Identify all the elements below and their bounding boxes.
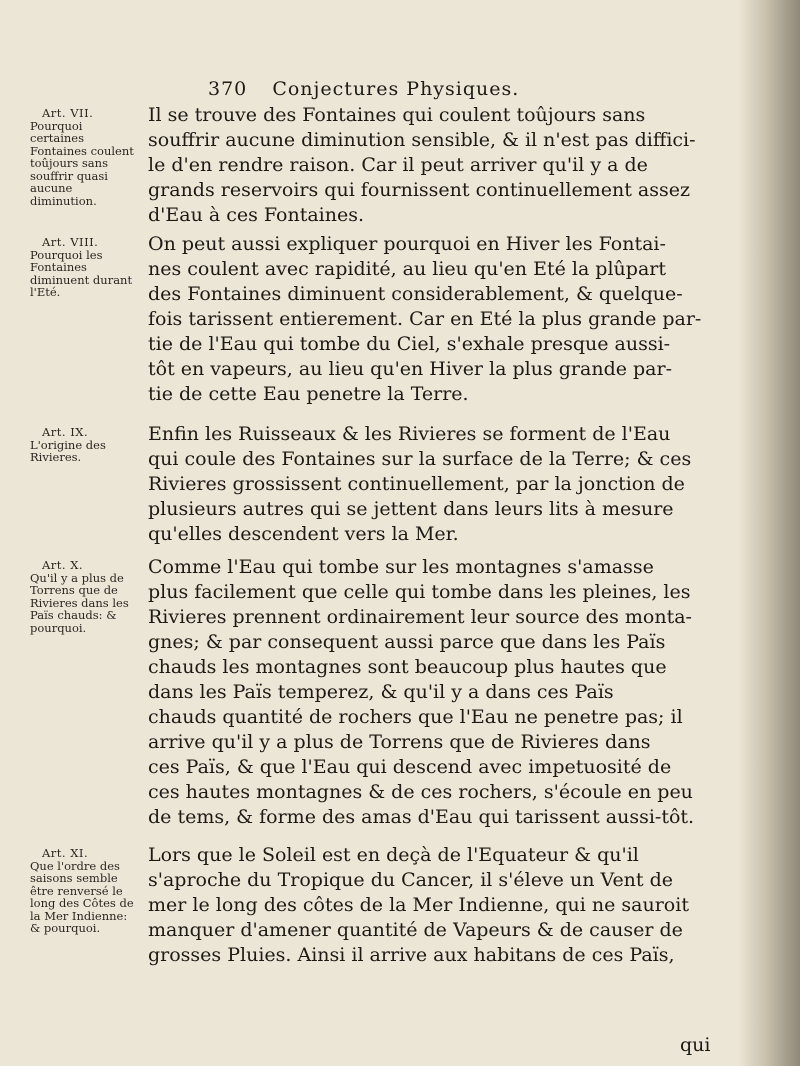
text-line: souffrir aucune diminution sensible, & il n'est pas diffici- xyxy=(148,129,696,151)
text-line: qui coule des Fontaines sur la surface de la Terre; & ces xyxy=(148,448,692,470)
margin-note xyxy=(30,426,138,464)
text-line: chauds les montagnes sont beaucoup plus hautes que xyxy=(148,656,667,678)
margin-note-text: Pourquoi les Fontaines diminuent durant l'Eté. xyxy=(30,247,133,299)
text-line: On peut aussi expliquer pourquoi en Hiver les Fontai- xyxy=(148,233,666,255)
margin-note xyxy=(30,107,138,207)
margin-note-text: Qu'il y a plus de Torrens que de Rivieres dans les Païs chauds: & pourquoi. xyxy=(30,570,129,635)
text-line: s'aproche du Tropique du Cancer, il s'éleve un Vent de xyxy=(148,869,674,891)
text-line: tôt en vapeurs, au lieu qu'en Hiver la plus grande par- xyxy=(148,358,673,380)
margin-note xyxy=(30,236,138,299)
article-label: Art. VII. xyxy=(42,106,94,120)
text-line: Rivieres grossissent continuellement, par la jonction de xyxy=(148,473,685,495)
text-line: manquer d'amener quantité de Vapeurs & de causer de xyxy=(148,919,683,941)
text-line: dans les Païs temperez, & qu'il y a dans ces Païs xyxy=(148,681,614,703)
text-line: mer le long des côtes de la Mer Indienne, qui ne sauroit xyxy=(148,894,689,916)
text-line: fois tarissent entierement. Car en Eté la plus grande par- xyxy=(148,308,702,330)
margin-note-text: L'origine des Rivieres. xyxy=(30,437,106,464)
margin-note xyxy=(30,847,138,935)
text-line: gnes; & par consequent aussi parce que dans les Païs xyxy=(148,631,666,653)
running-title: Conjectures Physiques. xyxy=(272,78,520,100)
text-line: ces hautes montagnes & de ces rochers, s'écoule en peu xyxy=(148,781,693,803)
article-label: Art. X. xyxy=(42,558,84,572)
text-line: plus facilement que celle qui tombe dans les pleines, les xyxy=(148,581,691,603)
margin-note xyxy=(30,559,138,634)
text-line: d'Eau à ces Fontaines. xyxy=(148,204,365,226)
article-label: Art. IX. xyxy=(42,425,89,439)
text-line: le d'en rendre raison. Car il peut arriver qu'il y a de xyxy=(148,154,648,176)
text-line: grands reservoirs qui fournissent continuellement assez xyxy=(148,179,690,201)
text-line: arrive qu'il y a plus de Torrens que de Rivieres dans xyxy=(148,731,651,753)
text-line: Rivieres prennent ordinairement leur source des monta- xyxy=(148,606,692,628)
article-label: Art. VIII. xyxy=(42,235,99,249)
text-line: grosses Pluies. Ainsi il arrive aux habitans de ces Païs, xyxy=(148,944,675,966)
catchword: qui xyxy=(680,1034,711,1056)
margin-note-text: Que l'ordre des saisons semble être renversé le long des Côtes de la Mer Indienne: & pourquoi. xyxy=(30,858,134,935)
text-line: Comme l'Eau qui tombe sur les montagnes s'amasse xyxy=(148,556,654,578)
text-line: nes coulent avec rapidité, au lieu qu'en Eté la plûpart xyxy=(148,258,666,280)
text-line: plusieurs autres qui se jettent dans leurs lits à mesure xyxy=(148,498,674,520)
text-line: Enfin les Ruisseaux & les Rivieres se forment de l'Eau xyxy=(148,423,671,445)
text-line: de tems, & forme des amas d'Eau qui tarissent aussi-tôt. xyxy=(148,806,695,828)
text-line: ces Païs, & que l'Eau qui descend avec impetuosité de xyxy=(148,756,672,778)
text-line: Il se trouve des Fontaines qui coulent toûjours sans xyxy=(148,104,646,126)
page-number: 370 xyxy=(208,78,248,100)
page-edge-shadow xyxy=(738,0,800,1066)
margin-note-text: Pourquoi certaines Fontaines coulent toûjours sans souffrir quasi aucune diminution. xyxy=(30,118,134,208)
text-line: qu'elles descendent vers la Mer. xyxy=(148,523,459,545)
text-line: Lors que le Soleil est en deçà de l'Equateur & qu'il xyxy=(148,844,639,866)
article-label: Art. XI. xyxy=(42,846,89,860)
text-line: tie de l'Eau qui tombe du Ciel, s'exhale presque aussi- xyxy=(148,333,671,355)
text-line: chauds quantité de rochers que l'Eau ne penetre pas; il xyxy=(148,706,683,728)
text-line: tie de cette Eau penetre la Terre. xyxy=(148,383,469,405)
running-header xyxy=(208,78,728,100)
text-line: des Fontaines diminuent considerablement, & quelque- xyxy=(148,283,683,305)
